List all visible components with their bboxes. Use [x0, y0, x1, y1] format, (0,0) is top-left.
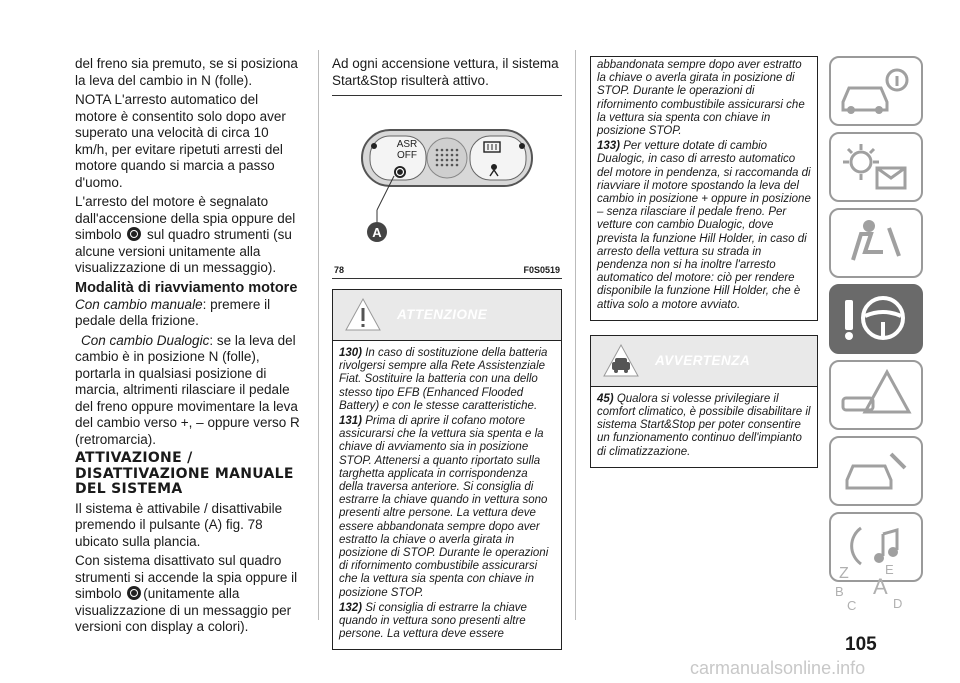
speaker-grille [427, 138, 467, 178]
column-left [75, 56, 303, 639]
chapter-tab-safety[interactable] [829, 208, 923, 278]
column-divider [318, 50, 319, 620]
section-heading: ATTIVAZIONE / DISATTIVAZIONE MANUALE DEL SISTEMA [75, 450, 294, 497]
alphabet-index-icon [829, 560, 919, 614]
warning-header [333, 290, 561, 341]
off-label: OFF [397, 150, 417, 161]
svg-text:E: E [885, 562, 894, 577]
paragraph: Il sistema è attivabile / disattivabile premendo il pulsante (A) fig. 78 ubicato sulla plancia. [75, 500, 283, 549]
svg-text:D: D [893, 596, 903, 611]
dashboard-buttons-illustration [332, 110, 562, 260]
figure-code: F0S0519 [523, 265, 560, 275]
paragraph: del freno sia premuto, se si posiziona la leva del cambio in N (folle). [75, 56, 298, 88]
column-divider [575, 50, 576, 620]
svg-text:Z: Z [839, 565, 849, 582]
svg-text:B: B [835, 584, 844, 599]
caution-body [591, 387, 817, 467]
note-131: 131) Prima di aprire il cofano motore assicurarsi che la vettura sia spenta e la chiave di avviamento sia in posizione STOP. Attenersi a quanto riportato sulla targhetta applicata in corrispondenza della traversa anteriore. Si consiglia di estrarre la chiave quando in vettura sono presenti altre persone. La vettura deve essere abbandonata sempre dopo aver estratto la chiave o averla girata in posizione di STOP. Durante le operazioni di rifornimento combustibile assicurarsi che la vettura sia spenta con chiave in posizione STOP. [339, 415, 549, 599]
note-45: 45) Qualora si volesse privilegiare il comfort climatico, è possibile disabilitare il sistema Start&Stop per poter consentire un funzionamento continuo dell'impianto di climatizzazione. [597, 392, 811, 458]
chapter-tab-lights[interactable] [829, 132, 923, 202]
chapter-tab-starting-driving[interactable] [829, 284, 923, 354]
column-middle [332, 56, 562, 650]
paragraph: L'arresto del motore è segnalato dall'accensione della spia oppure del simbolo sul quadro strumenti (su alcune versioni unitamente alla visualizzazione di un messaggio). [75, 194, 296, 275]
figure-number: 78 [334, 265, 345, 275]
column-right [590, 56, 818, 468]
start-stop-button-icon [394, 166, 406, 178]
warning-title: ATTENZIONE [397, 307, 488, 322]
caution-title: AVVERTENZA [655, 352, 751, 368]
paragraph: Con sistema disattivato sul quadro strumenti si accende la spia oppure il simbolo (unitamente alla visualizzazione di un messaggio per versioni con display a colori). [75, 553, 298, 634]
note-133: 133) Per vetture dotate di cambio Dualogic, in caso di arresto automatico del motore in pendenza, si raccomanda di riavviare il motore spostando la leva del cambio in posizione + oppure in posizione – senza rilasciare il pedale freno. Per vetture con cambio Dualogic, dove prevista la funzione Hill Holder, in caso di arresto della vettura su strada in pendenza non si ha inoltre l'arresto automatico del motore: ciò per rendere disponibile la funzione Hill Holder, che è attiva solo a motore avviato. [597, 140, 811, 311]
svg-text:A: A [873, 574, 888, 599]
watermark: carmanualsonline.info [690, 658, 866, 678]
start-stop-off-icon [127, 586, 141, 600]
led-dot [371, 143, 377, 149]
warning-triangle-icon [343, 295, 383, 335]
steering-wheel-key-icon [831, 286, 921, 352]
led-dot [519, 143, 525, 149]
figure-top-rule [332, 95, 562, 96]
note-130: 130) In caso di sostituzione della batteria rivolgersi sempre alla Rete Assistenziale Fiat. Sostituire la batteria con una dello stesso tipo EFB (Enhanced Flooded Battery) e con le stesse caratteristiche. [339, 347, 548, 412]
chapter-tab-maintenance[interactable] [829, 436, 923, 506]
chapter-tab-index[interactable] [829, 560, 923, 614]
paragraph: Con cambio manuale: premere il pedale della frizione. [75, 296, 271, 328]
asr-label: ASR [396, 139, 418, 150]
paragraph: Con cambio Dualogic: se la leva del cambio è in posizione N (folle), portarla in qualsiasi posizione di marcia, altrimenti rilasciare il pedale del freno oppure movimentare la leva del cambio verso +, – oppure verso R (retromarcia). [75, 332, 300, 447]
note-132: 132) Si consiglia di estrarre la chiave quando in vettura sono presenti altre persone. La vettura deve essere [339, 601, 527, 641]
callout-a-label: A [372, 225, 382, 240]
paragraph: Ad ogni accensione vettura, il sistema Start&Stop risulterà attivo. [332, 56, 559, 88]
chapter-tab-dashboard[interactable] [829, 56, 923, 126]
note-paragraph: NOTA L'arresto automatico del motore è consentito solo dopo aver superato una velocità di circa 10 km/h, per evitare ripetuti arresti del motore quando si marcia a passo d'uomo. [75, 92, 286, 190]
chapter-tab-emergency[interactable] [829, 360, 923, 430]
warning-box [332, 289, 562, 650]
subheading: Modalità di riavviamento motore [75, 279, 298, 296]
svg-text:C: C [847, 598, 857, 613]
start-stop-off-icon [127, 227, 141, 241]
caution-header [591, 336, 817, 387]
warning-continuation: abbandonata sempre dopo aver estratto la chiave o averla girata in posizione di STOP. Durante le operazioni di rifornimento combustibile assicurarsi che la vettura sia spenta con chiave in posizione STOP. [597, 59, 805, 138]
car-tool-icon [831, 438, 921, 504]
warning-body [333, 341, 561, 649]
page-number: 105 [845, 634, 877, 655]
seat-airbag-icon [831, 210, 921, 276]
sun-envelope-icon [831, 134, 921, 200]
car-caution-icon [601, 341, 641, 381]
figure-78 [332, 110, 562, 279]
car-info-icon [831, 58, 921, 124]
warning-box-continued [590, 56, 818, 321]
warning-car-icon [831, 362, 921, 428]
caution-box [590, 335, 818, 468]
